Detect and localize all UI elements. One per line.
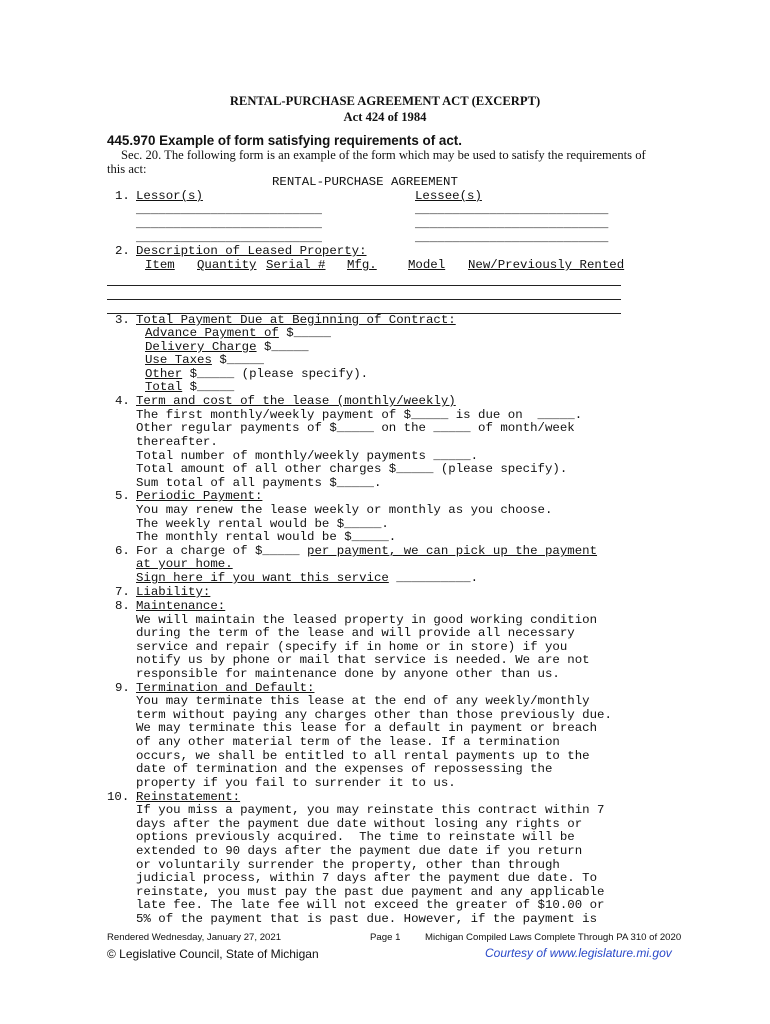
item-8-line: We will maintain the leased property in good working condition bbox=[136, 613, 598, 627]
lessor-blank-1[interactable]: _________________________ bbox=[136, 203, 322, 217]
compiled-through: Michigan Compiled Laws Complete Through PA 310 of 2020 bbox=[425, 932, 682, 943]
section-heading: 445.970 Example of form satisfying requirements of act. bbox=[107, 133, 462, 148]
property-blank-line-2[interactable] bbox=[107, 299, 621, 300]
item-7-number: 7. bbox=[115, 585, 130, 599]
item-5-line: The weekly rental would be $_____. bbox=[136, 517, 389, 531]
item-10-number: 10. bbox=[107, 790, 130, 804]
column-model: Model bbox=[408, 258, 446, 272]
lessee-blank-1[interactable]: __________________________ bbox=[415, 203, 609, 217]
document-title: RENTAL-PURCHASE AGREEMENT ACT (EXCERPT) bbox=[229, 94, 541, 108]
item-8-line: responsible for maintenance done by anyone other than us. bbox=[136, 667, 560, 681]
total-label: Total bbox=[145, 380, 183, 394]
form-title: RENTAL-PURCHASE AGREEMENT bbox=[272, 175, 458, 189]
item-3-number: 3. bbox=[115, 313, 130, 327]
other-charge-blank[interactable]: $_____ (please specify). bbox=[189, 367, 369, 381]
signature-blank[interactable]: __________. bbox=[388, 571, 479, 585]
rendered-date: Rendered Wednesday, January 27, 2021 bbox=[107, 932, 282, 943]
column-new-previously-rented: New/Previously Rented bbox=[468, 258, 625, 272]
advance-payment-label: Advance Payment of bbox=[145, 326, 279, 340]
item-9-line: We may terminate this lease for a default in payment or breach bbox=[136, 721, 598, 735]
item-6-number: 6. bbox=[115, 544, 130, 558]
item-10-line: If you miss a payment, you may reinstate this contract within 7 bbox=[136, 803, 605, 817]
item-10-line: or voluntarily surrender the property, other than through bbox=[136, 858, 560, 872]
item-8-line: during the term of the lease and will provide all necessary bbox=[136, 626, 575, 640]
copyright-notice: © Legislative Council, State of Michigan bbox=[107, 947, 319, 961]
item-10-line: 5% of the payment that is past due. However, if the payment is bbox=[136, 912, 598, 926]
lessee-blank-2[interactable]: __________________________ bbox=[415, 217, 609, 231]
courtesy-link[interactable]: Courtesy of www.legislature.mi.gov bbox=[485, 946, 672, 960]
item-4-number: 4. bbox=[115, 394, 130, 408]
total-blank[interactable]: $_____ bbox=[189, 380, 235, 394]
delivery-charge-blank[interactable]: $_____ bbox=[263, 340, 309, 354]
other-charge-label: Other bbox=[145, 367, 183, 381]
item-10-line: late fee. The late fee will not exceed the greater of $10.00 or bbox=[136, 898, 605, 912]
item-9-line: of any other material term of the lease. If a termination bbox=[136, 735, 560, 749]
item-8-line: service and repair (specify if in home or in store) if you bbox=[136, 640, 568, 654]
item-5-line: The monthly rental would be $_____. bbox=[136, 530, 397, 544]
item-9-line: property if you fail to surrender it to us. bbox=[136, 776, 456, 790]
item-10-line: reinstate, you must pay the past due payment and any applicable bbox=[136, 885, 605, 899]
item-4-label: Term and cost of the lease (monthly/weekly) bbox=[136, 394, 456, 408]
item-9-line: term without paying any charges other than those previously due. bbox=[136, 708, 612, 722]
total-row bbox=[145, 381, 234, 395]
advance-payment-blank[interactable]: $_____ bbox=[286, 326, 331, 340]
lessor-label: Lessor(s) bbox=[136, 189, 203, 203]
item-2-label: Description of Leased Property: bbox=[136, 244, 367, 258]
item-8-label: Maintenance: bbox=[136, 599, 226, 613]
item-4-line: Sum total of all payments $_____. bbox=[136, 476, 382, 490]
property-blank-line-1[interactable] bbox=[107, 285, 621, 286]
lessor-blank-3[interactable]: _________________________ bbox=[136, 231, 322, 245]
item-4-line: Total amount of all other charges $_____ (please specify). bbox=[136, 462, 568, 476]
column-mfg: Mfg. bbox=[347, 258, 377, 272]
sign-here-text: Sign here if you want this service bbox=[136, 571, 389, 585]
item-9-line: date of termination and the expenses of repossessing the bbox=[136, 762, 553, 776]
page-number: Page 1 bbox=[370, 932, 401, 943]
item-3-label: Total Payment Due at Beginning of Contract: bbox=[136, 313, 456, 327]
item-8-line: notify us by phone or mail that service is needed. We are not bbox=[136, 653, 590, 667]
advance-payment-row bbox=[145, 327, 331, 341]
use-taxes-label: Use Taxes bbox=[145, 353, 212, 367]
lessee-label: Lessee(s) bbox=[415, 189, 482, 203]
item-4-line: thereafter. bbox=[136, 435, 218, 449]
item-5-line: You may renew the lease weekly or monthly as you choose. bbox=[136, 503, 553, 517]
pickup-charge-blank[interactable]: For a charge of $_____ bbox=[136, 544, 308, 558]
delivery-charge-label: Delivery Charge bbox=[145, 340, 257, 354]
column-quantity: Quantity bbox=[197, 258, 257, 272]
item-10-line: extended to 90 days after the payment due date if you return bbox=[136, 844, 583, 858]
lessee-blank-3[interactable]: __________________________ bbox=[415, 231, 609, 245]
item-10-line: days after the payment due date without losing any rights or bbox=[136, 817, 583, 831]
item-5-number: 5. bbox=[115, 489, 130, 503]
item-7-label: Liability: bbox=[136, 585, 211, 599]
item-1-number: 1. bbox=[115, 189, 130, 203]
item-6-line-2: at your home. bbox=[136, 557, 233, 571]
item-10-line: judicial process, within 7 days after the payment due date. To bbox=[136, 871, 598, 885]
item-5-label: Periodic Payment: bbox=[136, 489, 263, 503]
item-10-label: Reinstatement: bbox=[136, 790, 241, 804]
item-9-number: 9. bbox=[115, 681, 130, 695]
item-6-line-3 bbox=[136, 572, 478, 586]
use-taxes-blank[interactable]: $_____ bbox=[219, 353, 264, 367]
item-2-number: 2. bbox=[115, 244, 130, 258]
item-10-line: options previously acquired. The time to reinstate will be bbox=[136, 830, 575, 844]
item-9-label: Termination and Default: bbox=[136, 681, 315, 695]
pickup-text: per payment, we can pick up the payment bbox=[307, 544, 598, 558]
item-9-line: You may terminate this lease at the end of any weekly/monthly bbox=[136, 694, 590, 708]
item-4-line: Other regular payments of $_____ on the _____ of month/week bbox=[136, 421, 575, 435]
item-4-line: Total number of monthly/weekly payments _____. bbox=[136, 449, 479, 463]
column-item: Item bbox=[145, 258, 175, 272]
act-number: Act 424 of 1984 bbox=[343, 110, 427, 124]
section-intro: Sec. 20. The following form is an example of the form which may be used to satisfy the requirements of this act: bbox=[107, 148, 646, 176]
item-4-line: The first monthly/weekly payment of $_____ is due on _____. bbox=[136, 408, 583, 422]
item-9-line: occurs, we shall be entitled to all rental payments up to the bbox=[136, 749, 590, 763]
use-taxes-row bbox=[145, 354, 264, 368]
column-serial: Serial # bbox=[266, 258, 326, 272]
item-8-number: 8. bbox=[115, 599, 130, 613]
lessor-blank-2[interactable]: _________________________ bbox=[136, 217, 322, 231]
